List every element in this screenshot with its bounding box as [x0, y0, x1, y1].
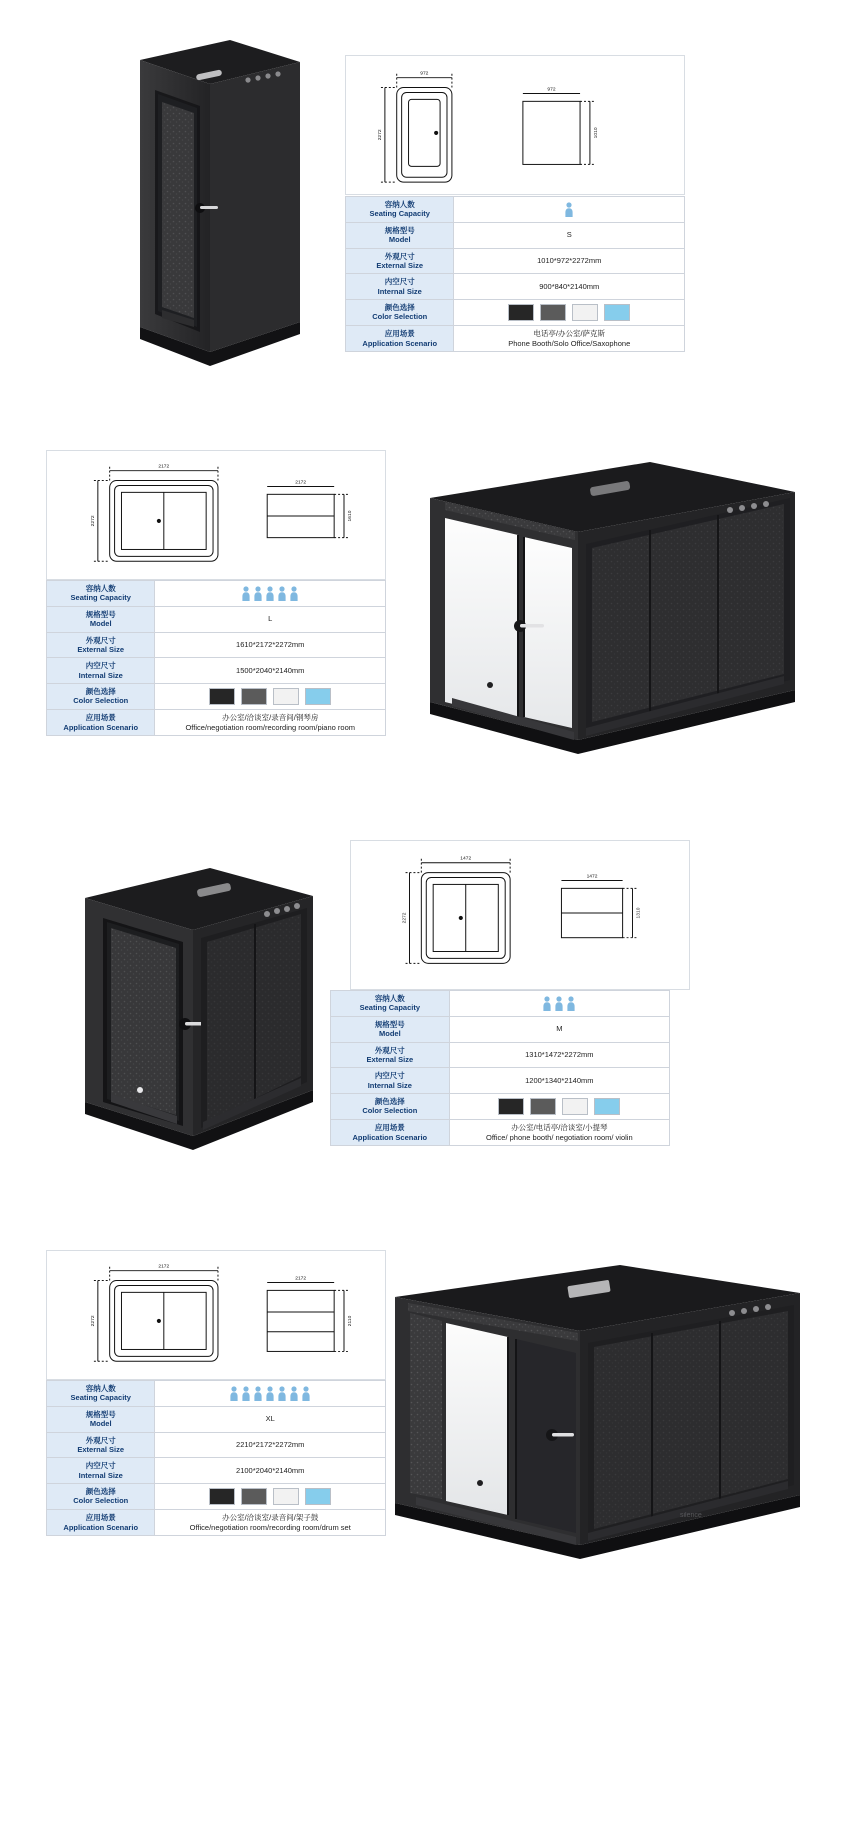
- dim-side-width: 2172: [295, 1276, 307, 1282]
- person-icon: [277, 586, 287, 601]
- table-row: [331, 991, 670, 1017]
- row-value-application-scenario: [449, 1119, 669, 1146]
- label-cn: 规格型号: [85, 1409, 116, 1419]
- label-en: External Size: [77, 1444, 125, 1454]
- row-value-color-selection: [155, 684, 386, 710]
- row-label-color-selection: [331, 1094, 450, 1120]
- dim-top-width: 2172: [158, 1264, 170, 1270]
- spec-table-l: [46, 580, 386, 736]
- dim-side-height: 1610: [347, 510, 353, 522]
- dim-side-height: 1010: [593, 127, 599, 139]
- row-label-internal-size: [47, 658, 155, 684]
- row-label-seating-capacity: [331, 991, 450, 1017]
- color-swatches: [454, 1098, 665, 1115]
- table-row: [47, 684, 386, 710]
- swatch-gray[interactable]: [241, 688, 267, 705]
- row-label-application-scenario: [47, 709, 155, 736]
- dim-side-height: 1310: [636, 907, 642, 919]
- label-cn: 颜色选择: [384, 303, 415, 312]
- person-icon: [289, 1386, 299, 1401]
- label-en: Seating Capacity: [70, 593, 131, 603]
- row-label-color-selection: [47, 684, 155, 710]
- row-value-external-size: 1310*1472*2272mm: [449, 1042, 669, 1068]
- product-block-xl: [0, 1235, 850, 1815]
- table-row: [47, 581, 386, 607]
- person-icon: [542, 996, 552, 1011]
- row-label-color-selection: [47, 1484, 155, 1510]
- table-row: [47, 606, 386, 632]
- table-row: [47, 632, 386, 658]
- table-row: [331, 1094, 670, 1120]
- label-cn: 颜色选择: [374, 1097, 405, 1106]
- person-icon: [289, 586, 299, 601]
- row-value-application-scenario: [155, 709, 386, 736]
- dim-left-height: 2272: [402, 912, 408, 924]
- row-value-model: M: [449, 1016, 669, 1042]
- label-en: Application Scenario: [352, 1132, 428, 1142]
- row-label-application-scenario: [47, 1509, 155, 1536]
- spec-table-wrap-xl: [46, 1380, 386, 1536]
- label-cn: 应用场景: [85, 713, 116, 723]
- row-label-internal-size: [331, 1068, 450, 1094]
- product-block-l: [0, 430, 850, 805]
- table-row: [47, 709, 386, 736]
- table-row: [331, 1119, 670, 1146]
- row-value-seating-capacity: [155, 1381, 386, 1407]
- person-icon: [554, 996, 564, 1011]
- color-swatches: [159, 688, 381, 705]
- label-en: Application Scenario: [63, 1522, 139, 1532]
- table-row: [331, 1068, 670, 1094]
- label-cn: 容纳人数: [374, 994, 405, 1003]
- table-row: [346, 300, 685, 326]
- people-icons: [159, 1386, 381, 1401]
- booth-image-m: [45, 838, 345, 1173]
- table-row: [346, 222, 685, 248]
- label-en: Internal Size: [78, 1470, 123, 1480]
- row-label-color-selection: [346, 300, 454, 326]
- scenario-cn: 电话亭/办公室/萨克斯: [533, 328, 606, 338]
- swatch-white[interactable]: [273, 1488, 299, 1505]
- swatch-gray[interactable]: [540, 304, 566, 321]
- label-en: Internal Size: [377, 286, 422, 296]
- label-cn: 应用场景: [85, 1513, 116, 1523]
- people-icons: [159, 586, 381, 601]
- person-icon: [253, 1386, 263, 1401]
- row-value-model: L: [155, 606, 386, 632]
- swatch-black[interactable]: [498, 1098, 524, 1115]
- color-swatches: [458, 304, 680, 321]
- table-row: [346, 325, 685, 352]
- swatch-black[interactable]: [209, 1488, 235, 1505]
- row-value-model: S: [454, 222, 685, 248]
- row-label-application-scenario: [331, 1119, 450, 1146]
- row-label-model: [47, 606, 155, 632]
- label-en: Application Scenario: [63, 722, 139, 732]
- label-cn: 应用场景: [384, 329, 415, 339]
- label-en: Internal Size: [78, 670, 123, 680]
- scenario-en: Office/ phone booth/ negotiation room/ violin: [486, 1132, 633, 1142]
- row-label-seating-capacity: [47, 1381, 155, 1407]
- row-label-model: [331, 1016, 450, 1042]
- dim-left-height: 2272: [90, 1315, 96, 1327]
- row-label-application-scenario: [346, 325, 454, 352]
- row-label-external-size: [47, 632, 155, 658]
- person-icon: [265, 1386, 275, 1401]
- label-en: External Size: [366, 1054, 414, 1064]
- label-cn: 容纳人数: [85, 1384, 116, 1393]
- table-row: [346, 197, 685, 223]
- label-cn: 内空尺寸: [384, 277, 415, 287]
- label-cn: 规格型号: [384, 225, 415, 235]
- label-cn: 容纳人数: [85, 584, 116, 593]
- label-cn: 外观尺寸: [384, 251, 415, 261]
- label-cn: 应用场景: [374, 1123, 405, 1133]
- row-value-internal-size: 900*840*2140mm: [454, 274, 685, 300]
- label-en: Seating Capacity: [369, 209, 430, 219]
- label-en: Color Selection: [73, 1496, 129, 1506]
- label-cn: 外观尺寸: [374, 1045, 405, 1055]
- scenario-cn: 办公室/洽谈室/录音间/钢琴房: [222, 712, 319, 722]
- scenario-en: Office/negotiation room/recording room/drum set: [189, 1522, 351, 1532]
- swatch-white[interactable]: [273, 688, 299, 705]
- swatch-blue[interactable]: [305, 1488, 331, 1505]
- spec-table-s: [345, 196, 685, 352]
- person-icon: [265, 586, 275, 601]
- dim-top-width: 1472: [460, 856, 472, 862]
- row-value-model: XL: [155, 1406, 386, 1432]
- label-en: Internal Size: [367, 1080, 412, 1090]
- row-label-external-size: [47, 1432, 155, 1458]
- label-cn: 颜色选择: [85, 687, 116, 696]
- row-value-external-size: 2210*2172*2272mm: [155, 1432, 386, 1458]
- label-cn: 外观尺寸: [85, 635, 116, 645]
- spec-table-wrap-l: [46, 580, 386, 736]
- row-value-application-scenario: [155, 1509, 386, 1536]
- label-en: External Size: [77, 644, 125, 654]
- label-en: Application Scenario: [362, 338, 438, 348]
- scenario-en: Office/negotiation room/recording room/piano room: [185, 722, 355, 732]
- row-label-external-size: [346, 248, 454, 274]
- dim-left-height: 2272: [377, 129, 383, 141]
- person-icon: [241, 1386, 251, 1401]
- row-label-model: [47, 1406, 155, 1432]
- label-cn: 内空尺寸: [85, 661, 116, 671]
- label-cn: 容纳人数: [384, 200, 415, 209]
- row-label-seating-capacity: [47, 581, 155, 607]
- person-icon: [566, 996, 576, 1011]
- row-value-color-selection: [454, 300, 685, 326]
- row-value-internal-size: 1200*1340*2140mm: [449, 1068, 669, 1094]
- row-label-internal-size: [47, 1458, 155, 1484]
- person-icon: [229, 1386, 239, 1401]
- table-row: [47, 658, 386, 684]
- person-icon: [253, 586, 263, 601]
- spec-table-m: [330, 990, 670, 1146]
- swatch-blue[interactable]: [305, 688, 331, 705]
- table-row: [47, 1406, 386, 1432]
- label-cn: 规格型号: [85, 609, 116, 619]
- row-label-model: [346, 222, 454, 248]
- table-row: [346, 274, 685, 300]
- table-row: [47, 1484, 386, 1510]
- person-icon: [277, 1386, 287, 1401]
- booth-watermark: silence: [680, 1512, 702, 1519]
- spec-table-wrap-s: [345, 196, 685, 352]
- dimension-drawing-l: [46, 450, 386, 580]
- label-cn: 内空尺寸: [374, 1071, 405, 1081]
- swatch-black[interactable]: [508, 304, 534, 321]
- row-label-seating-capacity: [346, 197, 454, 223]
- product-block-m: [0, 820, 850, 1210]
- dim-side-width: 2172: [295, 480, 307, 486]
- dim-side-height: 2110: [347, 1315, 353, 1327]
- color-swatches: [159, 1488, 381, 1505]
- table-row: [331, 1042, 670, 1068]
- person-icon: [301, 1386, 311, 1401]
- person-icon: [241, 586, 251, 601]
- label-cn: 颜色选择: [85, 1487, 116, 1496]
- table-row: [346, 248, 685, 274]
- label-en: Seating Capacity: [359, 1003, 421, 1013]
- label-en: Color Selection: [372, 312, 428, 322]
- row-value-application-scenario: [454, 325, 685, 352]
- booth-image-s: [100, 22, 330, 392]
- spec-table-wrap-m: [330, 990, 670, 1146]
- label-en: Color Selection: [362, 1106, 418, 1116]
- swatch-black[interactable]: [209, 688, 235, 705]
- label-en: Model: [388, 235, 411, 245]
- swatch-blue[interactable]: [594, 1098, 620, 1115]
- scenario-cn: 办公室/电话亭/洽谈室/小提琴: [511, 1122, 608, 1132]
- row-value-seating-capacity: [155, 581, 386, 607]
- swatch-white[interactable]: [562, 1098, 588, 1115]
- swatch-white[interactable]: [572, 304, 598, 321]
- row-value-internal-size: 2100*2040*2140mm: [155, 1458, 386, 1484]
- row-label-external-size: [331, 1042, 450, 1068]
- table-row: [47, 1458, 386, 1484]
- scenario-en: Phone Booth/Solo Office/Saxophone: [508, 338, 631, 348]
- row-value-external-size: 1610*2172*2272mm: [155, 632, 386, 658]
- row-value-seating-capacity: [454, 197, 685, 223]
- booth-image-l: [400, 440, 810, 770]
- label-cn: 规格型号: [374, 1019, 405, 1029]
- product-block-s: [0, 0, 850, 405]
- dim-left-height: 2272: [90, 515, 96, 527]
- table-row: [47, 1509, 386, 1536]
- dimension-drawing-xl: [46, 1250, 386, 1380]
- booth-image-xl: [380, 1245, 810, 1580]
- dim-top-width: 2172: [158, 464, 170, 470]
- label-en: Model: [89, 619, 112, 629]
- label-cn: 外观尺寸: [85, 1435, 116, 1445]
- dim-side-width: 1472: [586, 874, 598, 880]
- swatch-blue[interactable]: [604, 304, 630, 321]
- people-icons: [454, 996, 665, 1011]
- dimension-drawing-m: [350, 840, 690, 990]
- row-value-color-selection: [449, 1094, 669, 1120]
- row-value-color-selection: [155, 1484, 386, 1510]
- dim-side-width: 972: [547, 87, 556, 93]
- row-label-internal-size: [346, 274, 454, 300]
- label-en: Color Selection: [73, 696, 129, 706]
- label-cn: 内空尺寸: [85, 1461, 116, 1471]
- label-en: Model: [378, 1029, 401, 1039]
- row-value-internal-size: 1500*2040*2140mm: [155, 658, 386, 684]
- swatch-gray[interactable]: [241, 1488, 267, 1505]
- label-en: Model: [89, 1419, 112, 1429]
- dimension-drawing-s: [345, 55, 685, 195]
- table-row: [47, 1381, 386, 1407]
- person-icon: [564, 202, 574, 217]
- scenario-cn: 办公室/洽谈室/录音间/架子鼓: [222, 1512, 319, 1522]
- spec-table-xl: [46, 1380, 386, 1536]
- label-en: External Size: [376, 260, 424, 270]
- dim-top-width: 972: [420, 71, 429, 77]
- label-en: Seating Capacity: [70, 1393, 131, 1403]
- table-row: [331, 1016, 670, 1042]
- table-row: [47, 1432, 386, 1458]
- people-icons: [458, 202, 680, 217]
- row-value-external-size: 1010*972*2272mm: [454, 248, 685, 274]
- row-value-seating-capacity: [449, 991, 669, 1017]
- swatch-gray[interactable]: [530, 1098, 556, 1115]
